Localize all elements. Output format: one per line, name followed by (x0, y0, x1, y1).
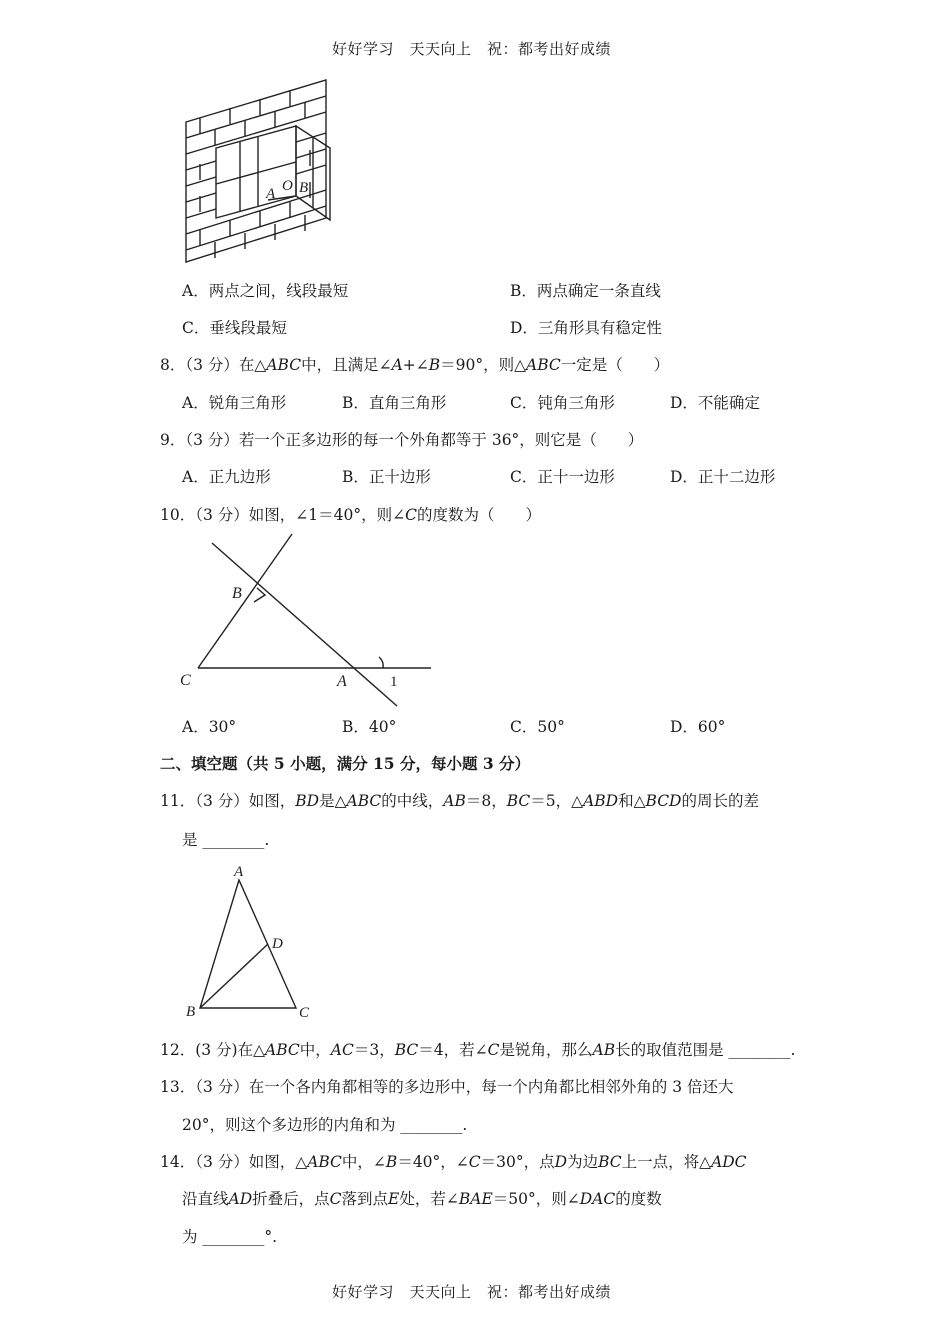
page-footer: 好好学习 天天向上 祝：都考出好成绩 (332, 1283, 612, 1301)
q10-option-a[interactable]: A．30° (182, 718, 237, 736)
q11-triangle-figure (180, 860, 330, 1025)
q9-option-d[interactable]: D．正十二边形 (670, 468, 776, 486)
page-header: 好好学习 天天向上 祝：都考出好成绩 (332, 40, 612, 58)
q7-option-a[interactable]: A．两点之间，线段最短 (182, 282, 349, 300)
label-1: 1 (390, 674, 398, 690)
q11-stem: 11．（3 分）如图，BD是△ABC的中线，AB＝8，BC＝5，△ABD和△BCD的周长的差 (160, 792, 759, 810)
q8-option-a[interactable]: A．锐角三角形 (182, 394, 287, 412)
q8-option-b[interactable]: B．直角三角形 (342, 394, 447, 412)
label-a: A (266, 186, 276, 202)
q9-option-a[interactable]: A．正九边形 (182, 468, 271, 486)
q7-option-d[interactable]: D．三角形具有稳定性 (510, 319, 662, 337)
label-c: C (299, 1005, 310, 1021)
q8-stem: 8．（3 分）在△ABC中，且满足∠A+∠B＝90°，则△ABC一定是（ ） (160, 356, 670, 374)
q11-blank-line[interactable]: 是 ________. (182, 831, 270, 849)
q9-option-c[interactable]: C．正十一边形 (510, 468, 615, 486)
q8-option-d[interactable]: D．不能确定 (670, 394, 760, 412)
q12-stem: 12．(3 分)在△ABC中，AC＝3，BC＝4，若∠C是锐角，那么AB长的取值范围是 ________. (160, 1041, 796, 1059)
q10-stem: 10．（3 分）如图，∠1＝40°，则∠C的度数为（ ） (160, 506, 541, 524)
q14-stem-line2: 沿直线AD折叠后，点C落到点E处，若∠BAE＝50°，则∠DAC的度数 (182, 1190, 662, 1208)
label-d: D (272, 936, 283, 952)
q10-option-c[interactable]: C．50° (510, 718, 565, 736)
q10-triangle-figure (170, 530, 450, 710)
window-wall-figure (180, 78, 340, 268)
q10-option-b[interactable]: B．40° (342, 718, 397, 736)
q10-option-d[interactable]: D．60° (670, 718, 726, 736)
q7-option-c[interactable]: C．垂线段最短 (182, 319, 287, 337)
label-b: B (232, 585, 242, 602)
q14-stem-line1: 14．（3 分）如图，△ABC中，∠B＝40°，∠C＝30°，点D为边BC上一点，将△ADC (160, 1153, 747, 1171)
q9-stem: 9．（3 分）若一个正多边形的每一个外角都等于 36°，则它是（ ） (160, 431, 644, 449)
section-title: 二、填空题（共 5 小题，满分 15 分，每小题 3 分） (160, 754, 531, 773)
label-c: C (180, 672, 191, 689)
q7-option-b[interactable]: B．两点确定一条直线 (510, 282, 661, 300)
q9-option-b[interactable]: B．正十边形 (342, 468, 431, 486)
q14-stem-line3: 为 ________°. (182, 1228, 278, 1246)
label-a: A (337, 673, 347, 690)
q8-option-c[interactable]: C．钝角三角形 (510, 394, 615, 412)
label-b: B (299, 180, 309, 196)
label-o: O (282, 178, 293, 194)
q13-stem-line2: 20°，则这个多边形的内角和为 ________. (182, 1116, 468, 1134)
label-a: A (234, 864, 244, 880)
q13-stem-line1: 13．（3 分）在一个各内角都相等的多边形中，每一个内角都比相邻外角的 3 倍还大 (160, 1078, 734, 1096)
label-b: B (186, 1004, 196, 1020)
